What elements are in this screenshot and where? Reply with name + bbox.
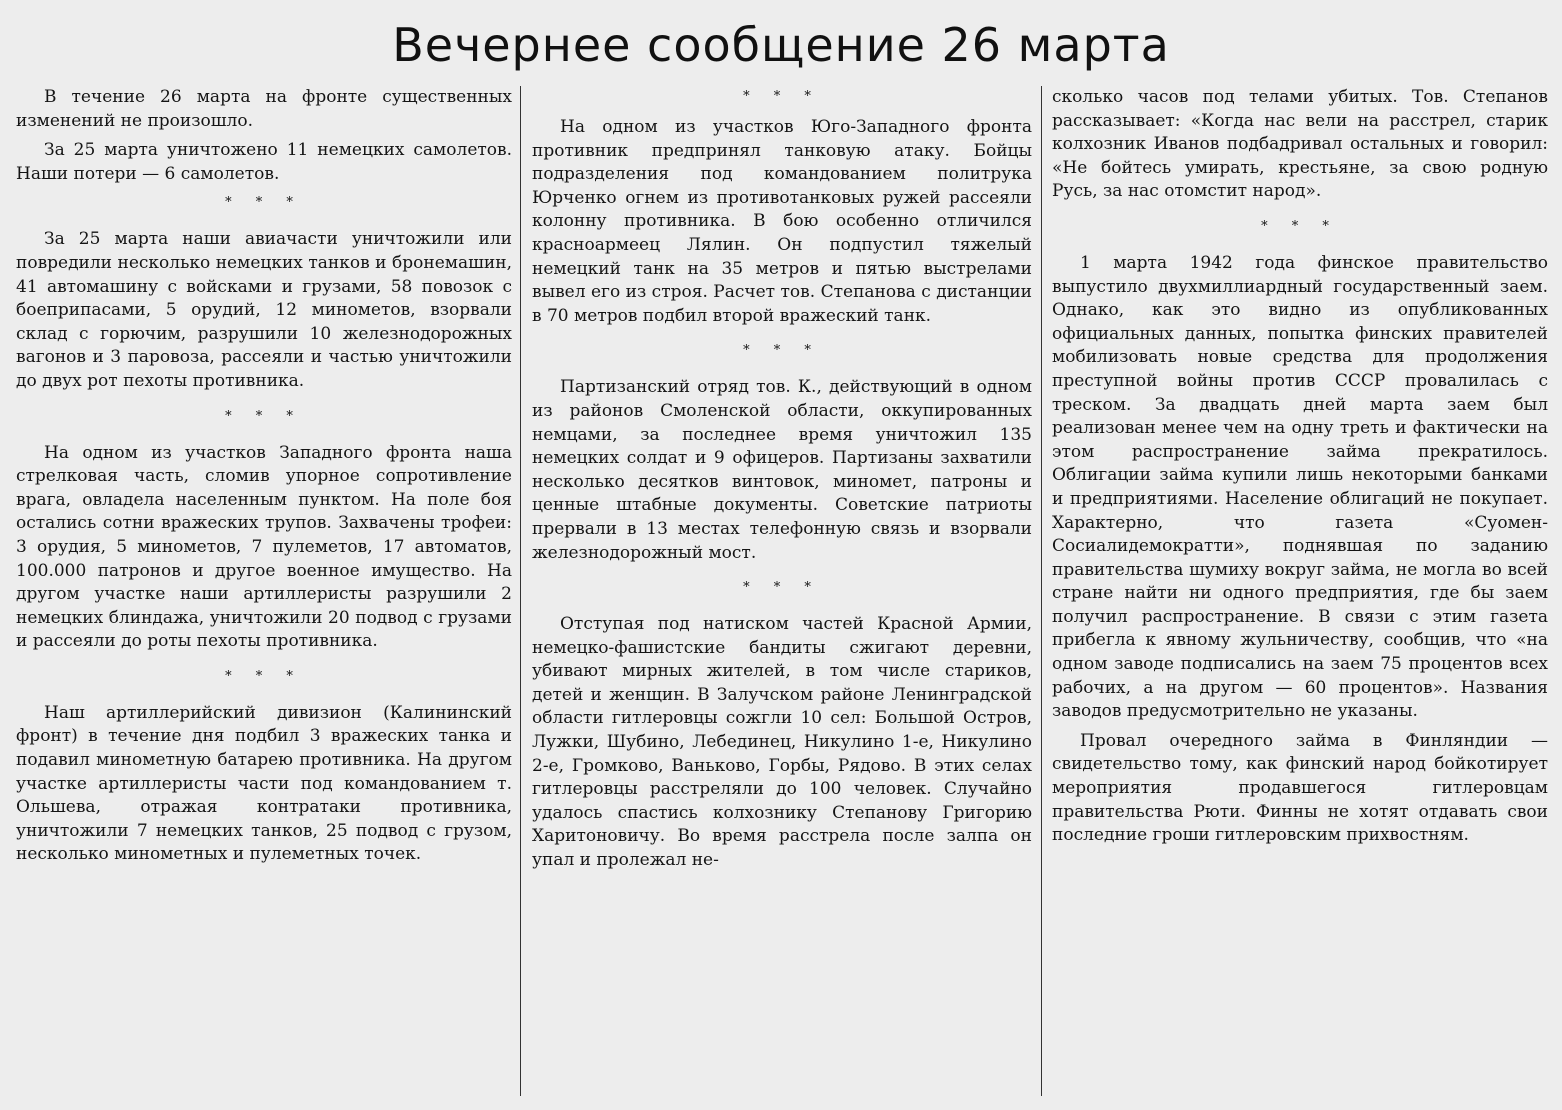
paragraph: За 25 марта уничтожено 11 немецких самолетов. Наши потери — 6 самолетов. (16, 140, 512, 184)
paragraph: За 25 марта наши авиачасти уничтожили или повредили несколько немецких танков и бронемашин, 41 автомашину с войсками и грузами, 58 повозок с боеприпасами, 5 орудий, 12 минометов, взорвали склад с горючим, разрушили 10 железнодорожных вагонов и 3 паровоза, рассеяли и частью уничтожили до двух рот пехоты противника. (16, 229, 512, 391)
headline: Вечернее сообщение 26 марта (392, 18, 1170, 72)
paragraph: На одном из участков Юго-Западного фронта противник предпринял танковую атаку. Бойцы подразделения под командованием политрука Юрченко огнем из противотанковых ружей рассеяли колонну противника. В бою особенно отличился красноармеец Лялин. Он подпустил тяжелый немецкий танк на 35 метров и пятью выстрелами вывел его из строя. Расчет тов. Степанова с дистанции в 70 метров подбил второй вражеский танк. (532, 117, 1032, 326)
separator: * * * (1261, 218, 1339, 234)
paragraph: сколько часов под телами убитых. Тов. Степанов рассказывает: «Когда нас вели на расстрел, старик колхозник Иванов подбадривал остальных и говорил: «Не бойтесь умирать, крестьяне, за свою родную Русь, за нас отомстит народ». (1052, 87, 1548, 202)
paragraph: Наш артиллерийский дивизион (Калининский фронт) в течение дня подбил 3 вражеских танка и подавил минометную батарею противника. На другом участке артиллеристы части под командованием т. Ольшева, отражая контратаки противника, уничтожили 7 немецких танков, 25 подвод с грузом, несколько минометных и пулеметных точек. (16, 702, 512, 865)
paragraph: Провал очередного займа в Финляндии — свидетельство тому, как финский народ бойкотирует мероприятия продавшегося гитлеровцам правительства Рюти. Финны не хотят отдавать свои последние гроши гитлеровским прихвостням. (1052, 730, 1548, 846)
column-rule-left (520, 86, 521, 1096)
separator: * * * (743, 343, 821, 359)
column-left (12, 86, 518, 1106)
paragraph: Партизанский отряд тов. К., действующий в одном из районов Смоленской области, оккупированных немцами, за последнее время уничтожил 135 немецких солдат и 9 офицеров. Партизаны захватили несколько десятков винтовок, миномет, патроны и ценные штабные документы. Советские патриоты прервали в 13 местах телефонную связь и взорвали железнодорожный мост. (532, 377, 1032, 563)
separator: * * * (225, 668, 303, 684)
separator: * * * (743, 89, 821, 104)
column-right (1046, 86, 1552, 1106)
column-rule-right (1041, 86, 1042, 1096)
column-middle (526, 86, 1038, 1106)
separator: * * * (743, 580, 821, 596)
paragraph: В течение 26 марта на фронте существенных изменений не произошло. (16, 87, 512, 131)
paragraph: На одном из участков Западного фронта наша стрелковая часть, сломив упорное сопротивление врага, овладела населенным пунктом. На поле боя остались сотни вражеских трупов. Захвачены трофеи: 3 орудия, 5 минометов, 7 пулеметов, 17 автоматов, 100.000 патронов и другое военное имущество. На другом участке наши артиллеристы разрушили 2 немецких блиндажа, уничтожили 20 подвод с грузами и рассеяли до роты пехоты противника. (16, 442, 512, 652)
separator: * * * (225, 195, 303, 211)
separator: * * * (225, 408, 303, 424)
paragraph: 1 марта 1942 года финское правительство выпустило двухмиллиардный государственный заем. Однако, как это видно из опубликованных официальных данных, попытка финских правителей мобилизовать новые средства для продолжения преступной войны против СССР провалилась с треском. За двадцать дней марта заем был реализован менее чем на одну треть и фактически на этом распространение займа прекратилось. Облигации займа купили лишь некоторыми банками и предприятиями. Население облигаций не покупает. Характерно, что газета «Суомен-Сосиалидемократти», поднявшая по заданию правительства шумиху вокруг займа, не могла во всей стране найти ни одного предприятия, где бы заем получил распространение. В связи с этим газета прибегла к явному жульничеству, сообщив, что «на одном заводе подписались на заем 75 процентов всех рабочих, а на другом — 60 процентов». Названия заводов предусмотрительно не указаны. (1052, 252, 1548, 722)
paragraph: Отступая под натиском частей Красной Армии, немецко-фашистские бандиты сжигают деревни, убивают мирных жителей, в том числе стариков, детей и женщин. В Залучском районе Ленинградской области гитлеровцы сожгли 10 сел: Большой Остров, Лужки, Шубино, Лебединец, Никулино 1-е, Никулино 2-е, Громково, Ваньково, Горбы, Рядово. В этих селах гитлеровцы расстреляли до 100 человек. Случайно удалось спастись колхознику Степанову Григорию Харитоновичу. Во время расстрела после залпа он упал и пролежал не- (532, 614, 1032, 871)
